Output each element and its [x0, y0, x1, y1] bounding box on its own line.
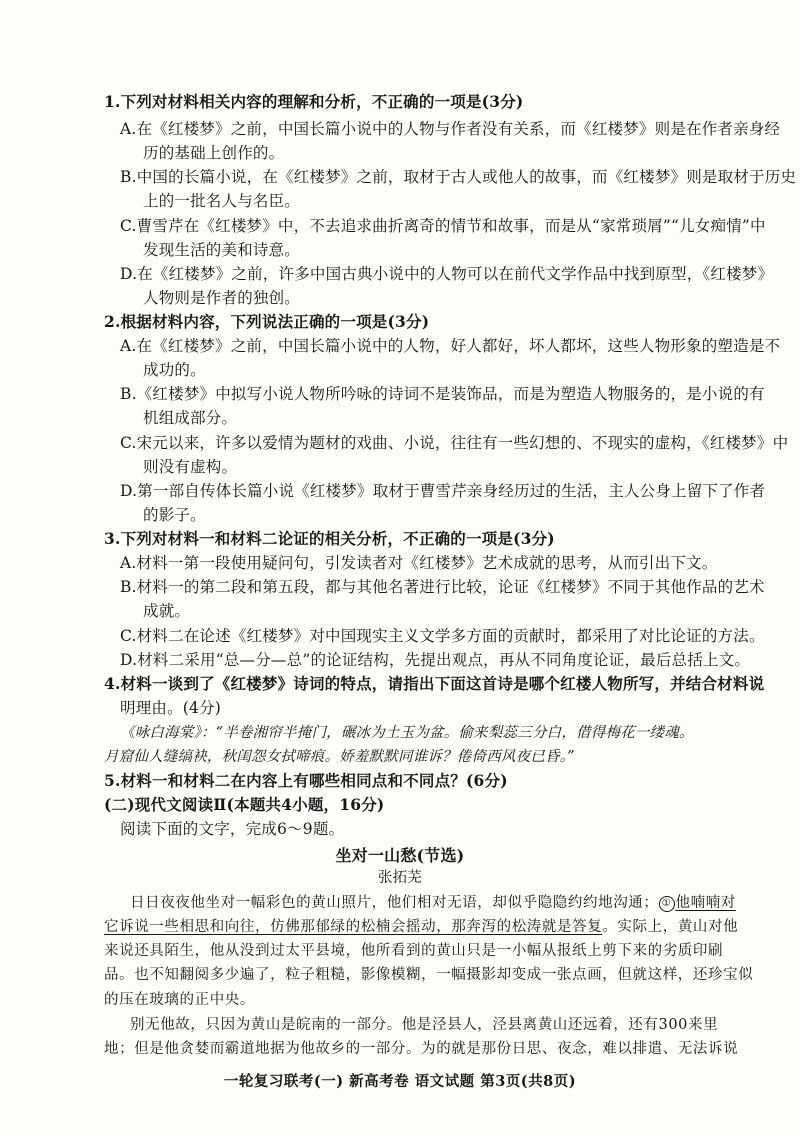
- question-2-stem: 2.根据材料内容，下列说法正确的一项是(3分): [104, 312, 430, 331]
- question-2-option-c: C.宋元以来，许多以爱情为题材的戏曲、小说，往往有一些幻想的、不现实的虚构，《红楼梦》中: [120, 434, 789, 452]
- question-1-option-a: A.在《红楼梦》之前，中国长篇小说中的人物与作者没有关系，而《红楼梦》则是在作者亲身经: [120, 120, 781, 138]
- page-footer: 一轮复习联考(一) 新高考卷 语文试题 第3页(共8页): [223, 1073, 577, 1090]
- question-2-option-b: B.《红楼梦》中拟写小说人物所吟咏的诗词不是装饰品，而是为塑造人物服务的，是小说的有: [120, 385, 765, 403]
- underlined-sentence-1: ① 他喃喃对: [659, 895, 736, 911]
- underlined-sentence-1-cont: 它诉说一些相思和向往，仿佛那郁绿的松楠会摇动，那奔泻的松涛就是答复: [104, 919, 603, 935]
- question-3-option-d: D.材料二采用“总—分—总”的论证结构，先提出观点，再从不同角度论证，最后总括上文。: [120, 651, 751, 669]
- passage-p1-line5: 的压在玻璃的正中央。: [104, 992, 255, 1008]
- question-1-option-b: B.中国的长篇小说，在《红楼梦》之前，取材于古人或他人的故事，而《红楼梦》则是取材于历史: [120, 168, 797, 186]
- question-1-stem: 1.下列对材料相关内容的理解和分析，不正确的一项是(3分): [104, 92, 524, 111]
- poem-line-2: 月窟仙人缝缟袂，秋闺怨女拭啼痕。娇羞默默同谁诉？倦倚西风夜已昏。”: [104, 749, 575, 765]
- passage-p1-line1: 日日夜夜他坐对一幅彩色的黄山照片，他们相对无语，却似乎隐隐约约地沟通； ① 他喃喃对: [130, 895, 736, 911]
- question-5-stem: 5.材料一和材料二在内容上有哪些相同点和不同点？(6分): [104, 771, 508, 790]
- question-2-option-a: A.在《红楼梦》之前，中国长篇小说中的人物，好人都好，坏人都坏，这些人物形象的塑造是不: [120, 337, 781, 355]
- passage-p1-line3: 来说还具陌生，他从没到过太平县境，他所看到的黄山只是一小幅从报纸上剪下来的劣质印刷: [104, 943, 724, 959]
- section-instruction: 阅读下面的文字，完成6～9题。: [120, 820, 345, 838]
- poem-line-1: 《咏白海棠》：“半卷湘帘半掩门，碾冰为土玉为盆。偷来梨蕊三分白，借得梅花一缕魂。: [120, 725, 694, 741]
- question-3-stem: 3.下列对材料一和材料二论证的相关分析，不正确的一项是(3分): [104, 529, 555, 548]
- question-1-option-c: C.曹雪芹在《红楼梦》中，不去追求曲折离奇的情节和故事，而是从“家常琐屑”“儿女痴情”中: [120, 217, 766, 235]
- question-2-option-d-cont: 的影子。: [143, 506, 206, 524]
- section-heading: (二)现代文阅读Ⅱ(本题共4小题，16分): [104, 795, 385, 814]
- question-1-option-b-cont: 上的一批名人与名臣。: [143, 192, 301, 210]
- question-2-option-c-cont: 则没有虚构。: [143, 458, 238, 476]
- question-1-option-c-cont: 发现生活的美和诗意。: [143, 241, 301, 259]
- question-4-stem-cont: 明理由。(4分): [120, 699, 222, 717]
- question-3-option-b-cont: 成就。: [143, 602, 191, 620]
- passage-p1-line2: 它诉说一些相思和向往，仿佛那郁绿的松楠会摇动，那奔泻的松涛就是答复。实际上，黄山对他: [104, 919, 739, 935]
- question-3-option-b: B.材料一的第二段和第五段，都与其他名著进行比较，论证《红楼梦》不同于其他作品的艺术: [120, 578, 765, 596]
- question-4-stem: 4.材料一谈到了《红楼梦》诗词的特点，请指出下面这首诗是哪个红楼人物所写，并结合材料说: [104, 674, 765, 693]
- question-2-option-d: D.第一部自传体长篇小说《红楼梦》取材于曹雪芹亲身经历过的生活，主人公身上留下了作者: [120, 482, 766, 500]
- question-2-option-b-cont: 机组成部分。: [143, 409, 238, 427]
- question-3-option-c: C.材料二在论述《红楼梦》对中国现实主义文学多方面的贡献时，都采用了对比论证的方法。: [120, 627, 765, 645]
- passage-p2-line1: 别无他故，只因为黄山是皖南的一部分。他是泾县人，泾县离黄山还远着，还有300来里: [130, 1017, 719, 1033]
- circled-number-1: ①: [659, 896, 675, 912]
- passage-author: 张拓芜: [377, 870, 423, 886]
- question-1-option-d-cont: 人物则是作者的独创。: [143, 289, 301, 307]
- passage-title: 坐对一山愁(节选): [335, 846, 465, 865]
- question-1-option-d: D.在《红楼梦》之前，许多中国古典小说中的人物可以在前代文学作品中找到原型，《红楼梦》: [120, 265, 774, 283]
- question-2-option-a-cont: 成功的。: [143, 361, 206, 379]
- passage-p2-line2: 地；但是他贪婪而霸道地据为他故乡的一部分。为的就是那份日思、夜念，难以排遣、无法诉说: [104, 1041, 739, 1057]
- passage-p1-line4: 品。也不知翻阅多少遍了，粒子粗糙，影像模糊，一幅摄影却变成一张点画，但就这样，还珍宝似: [104, 967, 754, 983]
- question-3-option-a: A.材料一第一段使用疑问句，引发读者对《红楼梦》艺术成就的思考，从而引出下文。: [120, 554, 718, 572]
- question-1-option-a-cont: 历的基础上创作的。: [143, 144, 285, 162]
